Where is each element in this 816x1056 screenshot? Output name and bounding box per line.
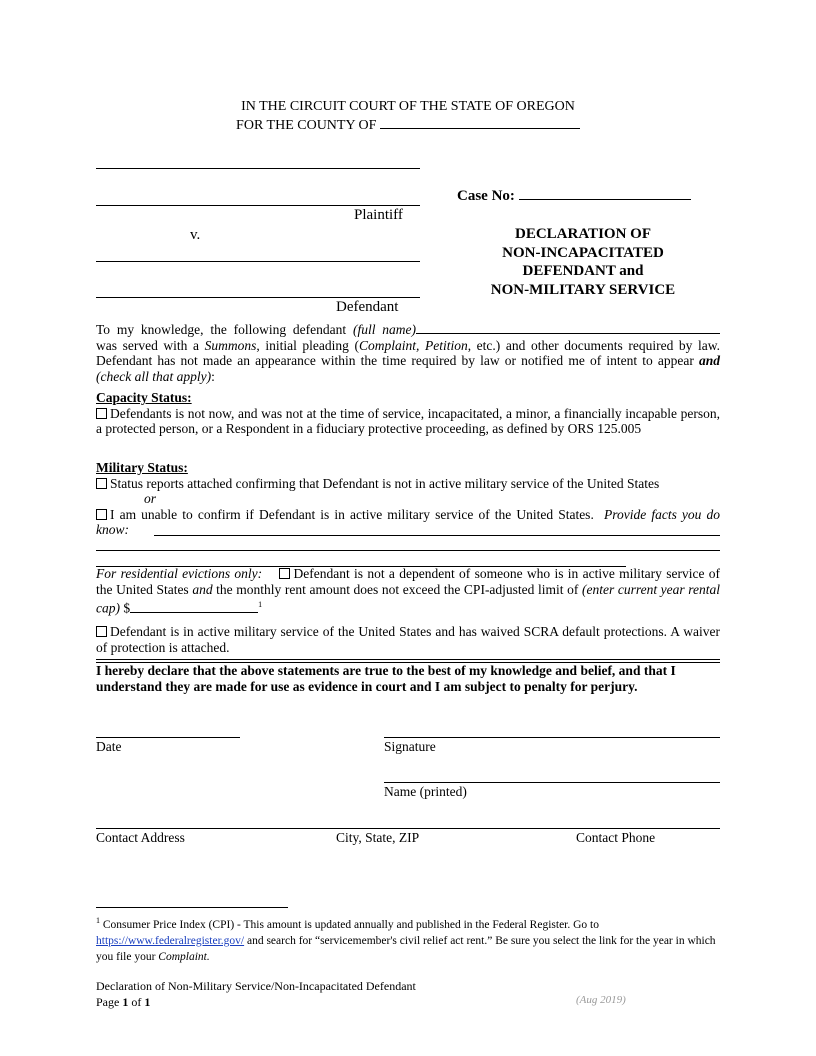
- signature-line[interactable]: [384, 737, 720, 738]
- waiver-section: [96, 624, 720, 655]
- footnote-text-2: and search for “servicemember's civil relief act rent.” Be sure you select the link for the year in which you file your: [96, 934, 716, 963]
- name-printed-line[interactable]: [384, 782, 720, 783]
- intro-colon: :: [211, 368, 215, 384]
- military-section: [96, 460, 720, 538]
- federal-register-link[interactable]: https://www.federalregister.gov/: [96, 934, 245, 947]
- military-option-2: [96, 507, 720, 538]
- of-word: of: [131, 995, 142, 1009]
- defendant-line-2[interactable]: [96, 297, 420, 298]
- waiver-checkbox[interactable]: [96, 626, 107, 637]
- city-state-zip-label: City, State, ZIP: [336, 830, 420, 845]
- county-line: [0, 116, 816, 135]
- title-line-3: DEFENDANT and: [522, 263, 644, 279]
- military-checkbox-1[interactable]: [96, 478, 107, 489]
- footnote-complaint: Complaint.: [158, 950, 210, 963]
- defendant-fullname-field[interactable]: [416, 333, 720, 334]
- residential-checkbox[interactable]: [279, 568, 290, 579]
- page-word: Page: [96, 995, 120, 1009]
- capacity-heading: Capacity Status:: [96, 390, 192, 405]
- date-line[interactable]: [96, 737, 240, 738]
- intro-check-all: (check all that apply): [96, 368, 212, 384]
- residential-section: [96, 566, 720, 616]
- contact-address-label: Contact Address: [96, 830, 185, 845]
- revision-date: (Aug 2019): [576, 994, 626, 1006]
- residential-enter-cap: (enter current year rental cap): [96, 581, 721, 616]
- title-line-1: DECLARATION OF: [515, 226, 651, 242]
- intro-text-2: was served with a: [96, 337, 199, 353]
- plaintiff-line-2[interactable]: [96, 205, 420, 206]
- military-option-2-text: I am unable to confirm if Defendant is in active military service of the United States.: [110, 506, 594, 522]
- intro-paragraph: [96, 322, 720, 384]
- intro-summons: Summons: [204, 337, 257, 353]
- defendant-line-1[interactable]: [96, 261, 420, 262]
- military-heading: Military Status:: [96, 460, 188, 475]
- court-line: IN THE CIRCUIT COURT OF THE STATE OF OREGON: [241, 99, 575, 114]
- residential-dollar: $: [123, 600, 131, 616]
- page-number: [96, 994, 416, 1010]
- residential-text-2: the monthly rent amount does not exceed the CPI-adjusted limit of: [216, 581, 579, 597]
- footer-form-title: Declaration of Non-Military Service/Non-Incapacitated Defendant: [96, 979, 416, 993]
- capacity-section: [96, 390, 720, 437]
- signature-label: Signature: [384, 739, 436, 754]
- residential-text-1: Defendant is not a dependent of someone who is in active military service of the United States: [96, 566, 721, 597]
- case-no-field[interactable]: [519, 199, 691, 200]
- name-printed-label: Name (printed): [384, 784, 467, 799]
- defendant-label: Defendant: [336, 299, 399, 315]
- footnote-ref: 1: [258, 600, 263, 609]
- document-title: [446, 225, 720, 299]
- contact-phone-label: Contact Phone: [576, 830, 656, 845]
- page-num: 1: [122, 995, 129, 1009]
- intro-fullname-label: (full name): [352, 322, 416, 337]
- case-no: [457, 188, 691, 205]
- capacity-option: [96, 406, 720, 437]
- page-total: 1: [144, 995, 151, 1009]
- plaintiff-label: Plaintiff: [354, 207, 403, 223]
- capacity-checkbox[interactable]: [96, 408, 107, 419]
- military-option-1-text: Status reports attached confirming that Defendant is not in active military service of the United States: [110, 475, 660, 491]
- contact-line[interactable]: [96, 828, 720, 829]
- title-line-4: NON-MILITARY SERVICE: [490, 281, 676, 298]
- date-label: Date: [96, 739, 122, 754]
- case-no-label: Case No:: [457, 188, 515, 204]
- waiver-text: Defendant is in active military service of the United States and has waived SCRA default protections. A waiver of protection is attached.: [96, 624, 720, 655]
- capacity-text: Defendants is not now, and was not at the time of service, incapacitated, a minor, a financially incapable person, a protected person, or a Respondent in a fiduciary protective proceeding, as defined by ORS 125.005: [96, 405, 720, 436]
- footnote-text-1: Consumer Price Index (CPI) - This amount is updated annually and published in the Federal Register. Go to: [102, 918, 599, 931]
- court-header: [0, 97, 816, 135]
- rental-cap-field[interactable]: [130, 612, 258, 613]
- footnote: [96, 913, 720, 965]
- footer: [96, 978, 416, 1010]
- footnote-separator: [96, 907, 288, 908]
- plaintiff-line-1[interactable]: [96, 168, 420, 169]
- residential-and: and: [192, 581, 213, 597]
- military-option-1: [96, 476, 720, 492]
- military-or: or: [144, 491, 157, 506]
- title-line-2: NON-INCAPACITATED: [502, 244, 664, 261]
- facts-line-2[interactable]: [96, 550, 720, 551]
- intro-text-1: To my knowledge, the following defendant: [96, 322, 347, 337]
- county-label: FOR THE COUNTY OF: [236, 118, 377, 133]
- intro-text-3: , initial pleading (: [256, 337, 359, 353]
- footnote-number: 1: [96, 916, 100, 925]
- facts-line-1[interactable]: [154, 535, 720, 536]
- versus-label: v.: [190, 227, 201, 243]
- county-field[interactable]: [380, 128, 580, 129]
- declaration-text: I hereby declare that the above statements are true to the best of my knowledge and belief, and that I understand they are made for use as evidence in court and I am subject to penalty for perjury.: [96, 663, 676, 694]
- intro-complaint: Complaint, Petition: [358, 337, 468, 353]
- intro-and: and: [699, 353, 721, 368]
- intro-text-4: , etc.) and other documents required by law. Defendant has not made an appearance within the time required by law or notified me of intent to appear: [96, 337, 720, 368]
- military-checkbox-2[interactable]: [96, 509, 107, 520]
- military-facts-label: Provide facts you do know:: [96, 506, 721, 537]
- residential-lead: For residential evictions only:: [96, 566, 263, 581]
